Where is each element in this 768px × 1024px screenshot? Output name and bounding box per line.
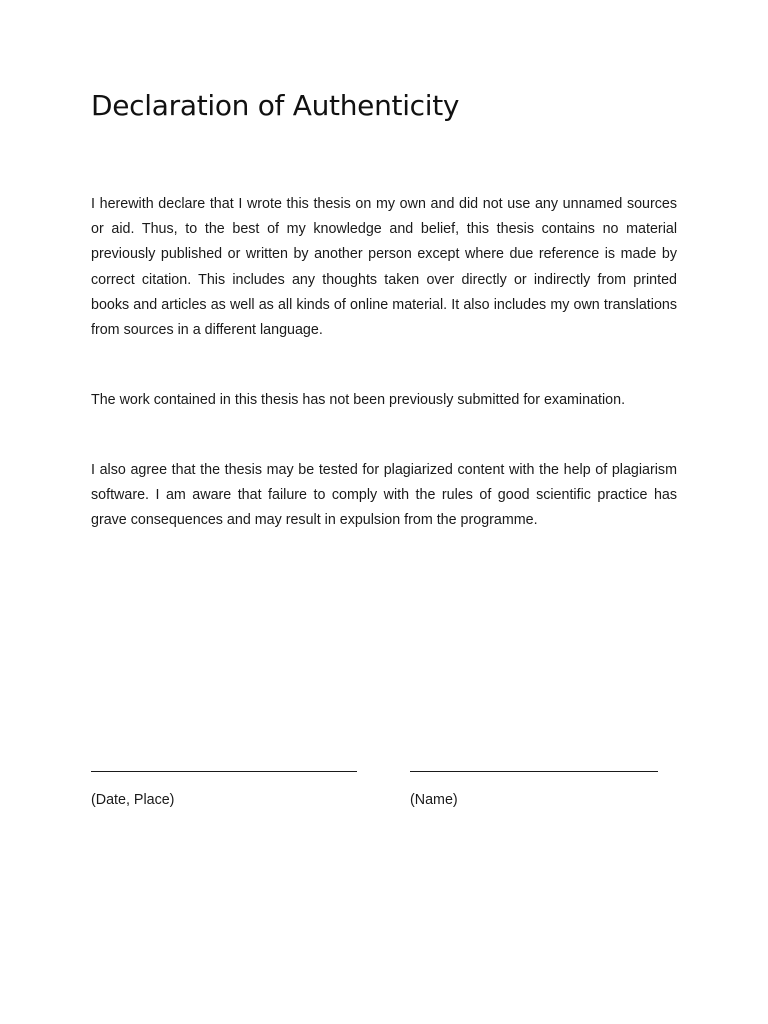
declaration-paragraph-3: I also agree that the thesis may be tested for plagiarized content with the help of plagiarism software. I am aware that failure to comply with the rules of good scientific practice has grave consequences and may result in expulsion from the programme. bbox=[91, 462, 677, 529]
name-label: (Name) bbox=[410, 792, 458, 808]
date-place-signature-line bbox=[91, 771, 357, 772]
page-title: Declaration of Authenticity bbox=[91, 89, 460, 122]
name-signature-line bbox=[410, 771, 658, 772]
declaration-paragraph-1: I herewith declare that I wrote this thesis on my own and did not use any unnamed sources or aid. Thus, to the best of my knowledge and belief, this thesis contains no material previously published or written by another person except where due reference is made by correct citation. This includes any thoughts taken over directly or indirectly from printed books and articles as well as all kinds of online material. It also includes my own translations from sources in a different language. bbox=[91, 196, 677, 339]
date-place-label: (Date, Place) bbox=[91, 792, 175, 808]
declaration-paragraph-2: The work contained in this thesis has not been previously submitted for examination. bbox=[91, 392, 626, 408]
